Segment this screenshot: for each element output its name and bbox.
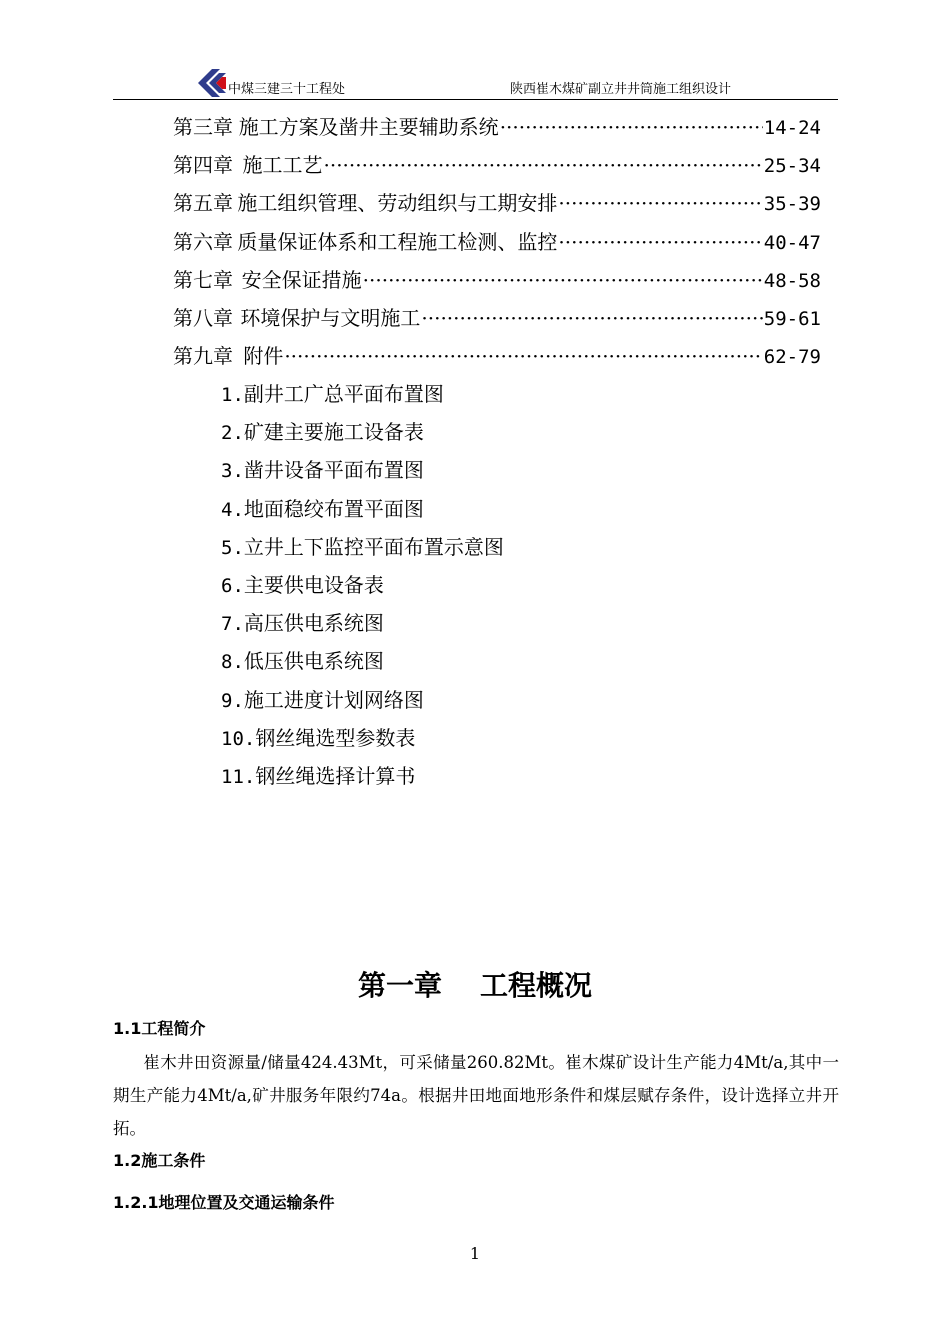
toc-page-range: 40-47 bbox=[763, 231, 821, 254]
toc-title: 安全保证措施 bbox=[241, 267, 362, 292]
toc-leader bbox=[500, 111, 763, 143]
toc-chapter: 第三章 bbox=[173, 115, 233, 139]
attachment-number: 6. bbox=[221, 574, 244, 597]
toc-page-range: 48-58 bbox=[763, 269, 821, 292]
attachment-item bbox=[221, 759, 504, 797]
toc-page-range: 14-24 bbox=[763, 117, 821, 139]
toc-entry bbox=[173, 226, 821, 264]
toc-entry bbox=[173, 264, 821, 302]
toc-leader bbox=[363, 264, 763, 296]
attachment-title: 高压供电系统图 bbox=[243, 611, 384, 636]
header-company-name: 中煤三建三十工程处 bbox=[228, 82, 346, 97]
attachment-title: 低压供电系统图 bbox=[243, 649, 384, 674]
attachment-item bbox=[221, 683, 504, 721]
toc-title: 附件 bbox=[243, 344, 284, 369]
attachment-item bbox=[221, 415, 504, 453]
page-number: 1 bbox=[469, 1244, 481, 1263]
toc-leader bbox=[558, 226, 762, 258]
attachment-item bbox=[221, 644, 504, 682]
body-paragraph bbox=[113, 1046, 839, 1145]
attachment-number: 10. bbox=[221, 727, 256, 750]
toc-title: 施工方案及凿井主要辅助系统 bbox=[238, 115, 499, 139]
subsection-heading: 1.2.1地理位置及交通运输条件 bbox=[113, 1193, 335, 1212]
toc-entry bbox=[173, 187, 821, 225]
header-document-title: 陕西崔木煤矿副立井井筒施工组织设计 bbox=[510, 82, 732, 97]
attachment-item bbox=[221, 530, 504, 568]
attachment-title: 施工进度计划网络图 bbox=[243, 687, 424, 712]
attachment-item bbox=[221, 453, 504, 491]
toc-chapter: 第六章 bbox=[173, 229, 233, 254]
toc-title: 施工组织管理、劳动组织与工期安排 bbox=[237, 191, 558, 216]
toc-leader bbox=[558, 187, 762, 219]
attachment-title: 地面稳绞布置平面图 bbox=[243, 496, 424, 521]
header-left bbox=[196, 68, 345, 98]
attachment-number: 5. bbox=[221, 536, 244, 559]
chapter-title: 工程概况 bbox=[480, 969, 593, 1002]
toc-page-range: 25-34 bbox=[763, 155, 821, 178]
attachment-number: 3. bbox=[221, 460, 244, 483]
toc-entry bbox=[173, 149, 821, 187]
toc-leader bbox=[284, 340, 762, 372]
attachment-number: 1. bbox=[221, 384, 244, 406]
toc-chapter: 第四章 bbox=[173, 153, 233, 178]
toc-entry bbox=[173, 111, 821, 149]
attachment-item bbox=[221, 721, 504, 759]
chapter-number: 第一章 bbox=[357, 969, 442, 1002]
toc-entry bbox=[173, 302, 821, 340]
toc-leader bbox=[323, 149, 762, 181]
attachment-item bbox=[221, 377, 504, 415]
toc-title: 环境保护与文明施工 bbox=[240, 305, 421, 330]
toc-page-range: 59-61 bbox=[763, 307, 821, 330]
toc-chapter: 第九章 bbox=[173, 344, 233, 369]
attachment-item bbox=[221, 606, 504, 644]
attachment-number: 9. bbox=[221, 689, 244, 712]
attachment-item bbox=[221, 492, 504, 530]
attachment-number: 4. bbox=[221, 498, 244, 521]
toc-page-range: 62-79 bbox=[763, 346, 821, 369]
attachment-number: 2. bbox=[221, 422, 244, 445]
attachment-title: 副井工广总平面布置图 bbox=[243, 382, 444, 406]
section-heading: 1.2施工条件 bbox=[113, 1151, 206, 1170]
attachment-list bbox=[221, 377, 504, 797]
attachment-title: 钢丝绳选择计算书 bbox=[255, 763, 416, 788]
toc-chapter: 第七章 bbox=[173, 267, 233, 292]
toc-page-range: 35-39 bbox=[763, 193, 821, 216]
attachment-title: 钢丝绳选型参数表 bbox=[255, 725, 416, 750]
attachment-title: 凿井设备平面布置图 bbox=[243, 458, 424, 483]
toc-entry bbox=[173, 340, 821, 378]
toc-title: 质量保证体系和工程施工检测、监控 bbox=[237, 229, 558, 254]
company-logo-icon bbox=[196, 68, 228, 98]
toc-chapter: 第五章 bbox=[173, 191, 233, 216]
attachment-number: 7. bbox=[221, 613, 244, 636]
paragraph-text: 崔木井田资源量/储量424.43Mt，可采储量260.82Mt。崔木煤矿设计生产能力4Mt/a,其中一期生产能力4Mt/a,矿井服务年限约74a。根据井田地面地形条件和煤层赋存条件，设计选择立井开拓。 bbox=[113, 1053, 839, 1138]
toc-chapter: 第八章 bbox=[173, 305, 233, 330]
attachment-title: 矿建主要施工设备表 bbox=[243, 420, 424, 445]
attachment-title: 主要供电设备表 bbox=[243, 572, 384, 597]
section-heading: 1.1工程简介 bbox=[113, 1019, 206, 1038]
attachment-item bbox=[221, 568, 504, 606]
attachment-number: 8. bbox=[221, 651, 244, 674]
toc-leader bbox=[421, 302, 762, 334]
chapter-heading bbox=[0, 966, 950, 1006]
table-of-contents bbox=[173, 111, 821, 378]
attachment-number: 11. bbox=[221, 765, 256, 788]
toc-title: 施工工艺 bbox=[242, 153, 323, 178]
attachment-title: 立井上下监控平面布置示意图 bbox=[243, 534, 504, 559]
header-divider bbox=[113, 99, 838, 100]
